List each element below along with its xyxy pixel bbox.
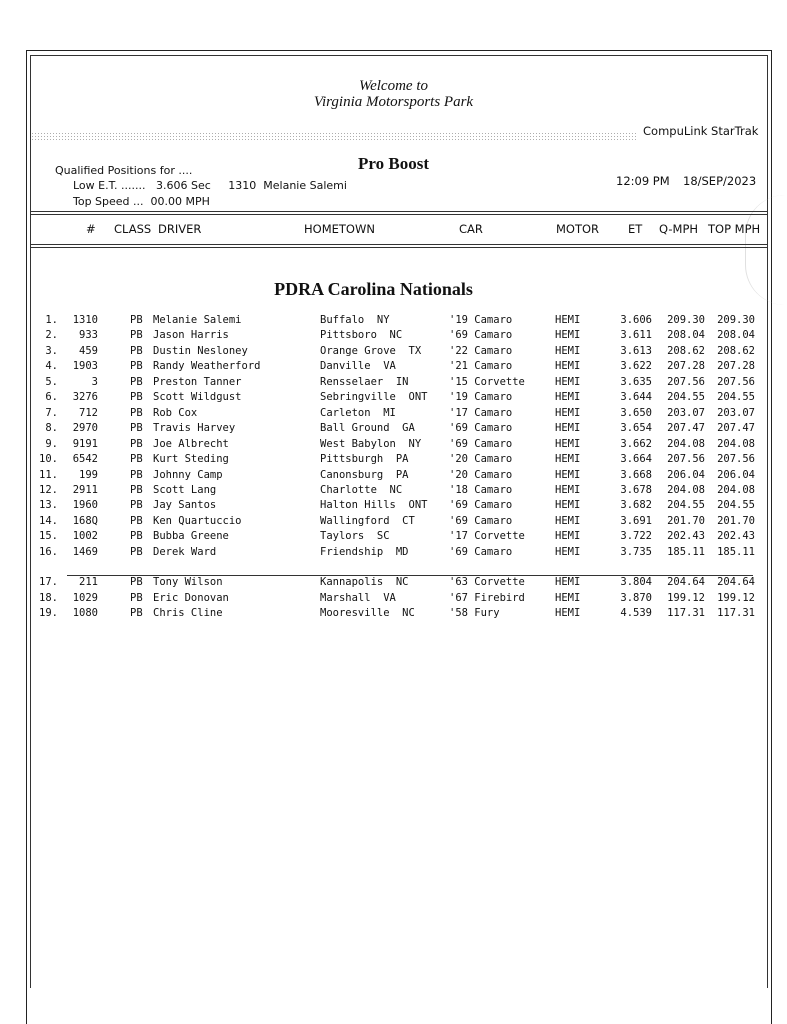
- table-row: [0, 376, 787, 391]
- cell-car: '18 Camaro: [449, 483, 513, 496]
- cell-cls: PB: [130, 453, 143, 466]
- table-row: [0, 329, 787, 344]
- top-speed-row: [73, 195, 210, 208]
- table-row: [0, 484, 787, 499]
- cell-driver: Bubba Greene: [153, 530, 229, 543]
- cell-qmph: 207.28: [667, 360, 705, 373]
- cell-num: 1002: [72, 530, 98, 543]
- cell-car: '69 Camaro: [449, 514, 513, 527]
- cell-cls: PB: [130, 591, 143, 604]
- cell-topmph: 207.56: [717, 375, 755, 388]
- cell-num: 1029: [72, 591, 98, 604]
- cell-hometown: Taylors SC: [320, 530, 390, 543]
- cell-driver: Preston Tanner: [153, 375, 242, 388]
- cell-num: 933: [79, 329, 98, 342]
- cell-pos: 12.: [39, 483, 58, 496]
- cell-motor: HEMI: [555, 406, 581, 419]
- cell-motor: HEMI: [555, 483, 581, 496]
- cell-qmph: 117.31: [667, 607, 705, 620]
- header-rule-top: [30, 211, 768, 212]
- cell-hometown: Danville VA: [320, 360, 396, 373]
- cell-motor: HEMI: [555, 314, 581, 326]
- dither-band: [31, 132, 637, 141]
- cell-cls: PB: [130, 514, 143, 527]
- low-et-value: 3.606 Sec: [156, 179, 211, 192]
- qualified-cutoff-line: [67, 575, 753, 576]
- cell-car: '69 Camaro: [449, 545, 513, 558]
- cell-et: 3.644: [620, 391, 652, 404]
- cell-driver: Derek Ward: [153, 545, 217, 558]
- table-row: [0, 438, 787, 453]
- cell-cls: PB: [130, 344, 143, 357]
- cell-topmph: 203.07: [717, 406, 755, 419]
- col-topmph: TOP MPH: [708, 222, 761, 236]
- cell-pos: 17.: [39, 576, 58, 589]
- cell-motor: HEMI: [555, 607, 581, 620]
- cell-cls: PB: [130, 437, 143, 450]
- table-row: [0, 407, 787, 422]
- cell-num: 459: [79, 344, 98, 357]
- cell-car: '69 Camaro: [449, 499, 513, 512]
- cell-driver: Ken Quartuccio: [153, 514, 242, 527]
- col-car: CAR: [459, 222, 483, 236]
- cell-motor: HEMI: [555, 329, 581, 342]
- cell-pos: 19.: [39, 607, 58, 620]
- cell-motor: HEMI: [555, 360, 581, 373]
- cell-driver: Tony Wilson: [153, 576, 223, 589]
- low-et-label: Low E.T. .......: [73, 179, 146, 192]
- cell-qmph: 204.64: [667, 576, 705, 589]
- cell-motor: HEMI: [555, 514, 581, 527]
- cell-qmph: 208.04: [667, 329, 705, 342]
- cell-topmph: 204.08: [717, 483, 755, 496]
- cell-qmph: 207.56: [667, 375, 705, 388]
- cell-topmph: 117.31: [717, 607, 755, 620]
- cell-qmph: 201.70: [667, 514, 705, 527]
- table-row: [0, 607, 787, 622]
- cell-et: 3.691: [620, 514, 652, 527]
- cell-cls: PB: [130, 406, 143, 419]
- cell-driver: Scott Wildgust: [153, 391, 242, 404]
- cell-car: '67 Firebird: [449, 591, 525, 604]
- table-row: [0, 453, 787, 468]
- cell-pos: 13.: [39, 499, 58, 512]
- cell-qmph: 204.55: [667, 391, 705, 404]
- cell-hometown: Buffalo NY: [320, 314, 390, 326]
- cell-topmph: 206.04: [717, 468, 755, 481]
- timing-system-label: CompuLink StarTrak: [643, 124, 759, 138]
- cell-topmph: 207.47: [717, 422, 755, 435]
- event-title: PDRA Carolina Nationals: [274, 279, 473, 299]
- cell-et: 3.804: [620, 576, 652, 589]
- cell-motor: HEMI: [555, 437, 581, 450]
- welcome-line: Welcome to: [358, 78, 428, 94]
- cell-et: 3.682: [620, 499, 652, 512]
- cell-hometown: Orange Grove TX: [320, 344, 422, 357]
- cell-driver: Travis Harvey: [153, 422, 236, 435]
- cell-num: 1960: [72, 499, 98, 512]
- cell-driver: Joe Albrecht: [153, 437, 229, 450]
- cell-pos: 8.: [45, 422, 58, 435]
- cell-driver: Eric Donovan: [153, 591, 229, 604]
- cell-et: 3.664: [620, 453, 652, 466]
- cell-num: 9191: [72, 437, 98, 450]
- report-time: 12:09 PM: [616, 174, 670, 188]
- cell-motor: HEMI: [555, 422, 581, 435]
- cell-car: '17 Corvette: [449, 530, 525, 543]
- cell-driver: Chris Cline: [153, 607, 223, 620]
- cell-et: 3.650: [620, 406, 652, 419]
- cell-hometown: Pittsboro NC: [320, 329, 403, 342]
- cell-num: 2911: [72, 483, 98, 496]
- table-row: [0, 592, 787, 607]
- cell-car: '69 Camaro: [449, 437, 513, 450]
- class-title: Pro Boost: [358, 154, 429, 173]
- cell-et: 3.613: [620, 344, 652, 357]
- cell-num: 2970: [72, 422, 98, 435]
- report-date: 18/SEP/2023: [683, 174, 757, 188]
- cell-driver: Randy Weatherford: [153, 360, 261, 373]
- cell-num: 1469: [72, 545, 98, 558]
- col-et: ET: [628, 222, 643, 236]
- cell-hometown: Kannapolis NC: [320, 576, 409, 589]
- cell-motor: HEMI: [555, 530, 581, 543]
- cell-pos: 10.: [39, 453, 58, 466]
- cell-car: '20 Camaro: [449, 453, 513, 466]
- cell-qmph: 207.56: [667, 453, 705, 466]
- cell-hometown: Halton Hills ONT: [320, 499, 428, 512]
- cell-hometown: Ball Ground GA: [320, 422, 415, 435]
- cell-cls: PB: [130, 499, 143, 512]
- cell-et: 3.662: [620, 437, 652, 450]
- cell-et: 3.611: [620, 329, 652, 342]
- cell-pos: 18.: [39, 591, 58, 604]
- cell-cls: PB: [130, 576, 143, 589]
- cell-hometown: Mooresville NC: [320, 607, 415, 620]
- cell-topmph: 204.55: [717, 391, 755, 404]
- col-motor: MOTOR: [556, 222, 600, 236]
- cell-qmph: 204.08: [667, 437, 705, 450]
- cell-et: 3.678: [620, 483, 652, 496]
- cell-cls: PB: [130, 422, 143, 435]
- cell-topmph: 204.64: [717, 576, 755, 589]
- cell-pos: 7.: [45, 406, 58, 419]
- cell-cls: PB: [130, 329, 143, 342]
- cell-car: '19 Camaro: [449, 314, 513, 326]
- cell-qmph: 204.55: [667, 499, 705, 512]
- cell-num: 211: [79, 576, 98, 589]
- cell-et: 3.635: [620, 375, 652, 388]
- cell-topmph: 204.08: [717, 437, 755, 450]
- cell-et: 3.870: [620, 591, 652, 604]
- cell-motor: HEMI: [555, 453, 581, 466]
- cell-qmph: 185.11: [667, 545, 705, 558]
- cell-cls: PB: [130, 483, 143, 496]
- cell-et: 3.735: [620, 545, 652, 558]
- cell-hometown: West Babylon NY: [320, 437, 422, 450]
- cell-topmph: 199.12: [717, 591, 755, 604]
- cell-topmph: 208.04: [717, 329, 755, 342]
- cell-motor: HEMI: [555, 375, 581, 388]
- cell-hometown: Rensselaer IN: [320, 375, 409, 388]
- cell-pos: 4.: [45, 360, 58, 373]
- cell-qmph: 209.30: [667, 314, 705, 326]
- cell-driver: Dustin Nesloney: [153, 344, 248, 357]
- cell-cls: PB: [130, 607, 143, 620]
- cell-et: 3.606: [620, 314, 652, 326]
- cell-car: '15 Corvette: [449, 375, 525, 388]
- cell-car: '69 Camaro: [449, 329, 513, 342]
- cell-hometown: Marshall VA: [320, 591, 396, 604]
- cell-cls: PB: [130, 530, 143, 543]
- table-row: [0, 546, 787, 561]
- cell-qmph: 204.08: [667, 483, 705, 496]
- cell-motor: HEMI: [555, 344, 581, 357]
- low-et-row: [73, 179, 347, 192]
- cell-hometown: Friendship MD: [320, 545, 409, 558]
- cell-hometown: Pittsburgh PA: [320, 453, 409, 466]
- cell-pos: 1.: [45, 314, 58, 326]
- cell-driver: Rob Cox: [153, 406, 198, 419]
- cell-pos: 3.: [45, 344, 58, 357]
- table-row: [0, 360, 787, 375]
- table-row: [0, 314, 787, 329]
- table-row: [0, 345, 787, 360]
- cell-topmph: 208.62: [717, 344, 755, 357]
- cell-pos: 15.: [39, 530, 58, 543]
- cell-driver: Scott Lang: [153, 483, 217, 496]
- col-class: CLASS: [114, 222, 152, 236]
- cell-et: 3.622: [620, 360, 652, 373]
- cell-topmph: 201.70: [717, 514, 755, 527]
- top-speed-label: Top Speed ...: [73, 195, 144, 208]
- cell-driver: Johnny Camp: [153, 468, 223, 481]
- cell-topmph: 204.55: [717, 499, 755, 512]
- cell-cls: PB: [130, 391, 143, 404]
- cell-num: 199: [79, 468, 98, 481]
- top-speed-value: 00.00 MPH: [150, 195, 210, 208]
- cell-num: 1310: [72, 314, 98, 326]
- cell-driver: Jason Harris: [153, 329, 229, 342]
- cell-cls: PB: [130, 375, 143, 388]
- cell-motor: HEMI: [555, 391, 581, 404]
- table-row: [0, 530, 787, 545]
- col-hometown: HOMETOWN: [304, 222, 375, 236]
- cell-hometown: Carleton MI: [320, 406, 396, 419]
- cell-hometown: Canonsburg PA: [320, 468, 409, 481]
- table-row: [0, 391, 787, 406]
- cell-et: 3.668: [620, 468, 652, 481]
- cell-topmph: 209.30: [717, 314, 755, 326]
- cell-pos: 6.: [45, 391, 58, 404]
- qualified-positions-label: Qualified Positions for ....: [55, 164, 193, 177]
- cell-hometown: Charlotte NC: [320, 483, 403, 496]
- cell-qmph: 207.47: [667, 422, 705, 435]
- cell-pos: 11.: [39, 468, 58, 481]
- cell-cls: PB: [130, 314, 143, 326]
- cell-cls: PB: [130, 468, 143, 481]
- cell-qmph: 208.62: [667, 344, 705, 357]
- header-rule-top-2: [30, 214, 768, 215]
- col-number: #: [86, 222, 96, 236]
- table-row: [0, 515, 787, 530]
- cell-driver: Jay Santos: [153, 499, 217, 512]
- cell-car: '22 Camaro: [449, 344, 513, 357]
- cell-pos: 16.: [39, 545, 58, 558]
- cell-num: 1080: [72, 607, 98, 620]
- cell-topmph: 185.11: [717, 545, 755, 558]
- table-row: [0, 576, 787, 591]
- cell-pos: 5.: [45, 375, 58, 388]
- cell-et: 3.722: [620, 530, 652, 543]
- cell-car: '21 Camaro: [449, 360, 513, 373]
- cell-topmph: 207.56: [717, 453, 755, 466]
- cell-pos: 14.: [39, 514, 58, 527]
- cell-num: 3276: [72, 391, 98, 404]
- cell-car: '63 Corvette: [449, 576, 525, 589]
- cell-topmph: 207.28: [717, 360, 755, 373]
- header-rule-bottom: [30, 244, 768, 245]
- cell-car: '17 Camaro: [449, 406, 513, 419]
- cell-car: '20 Camaro: [449, 468, 513, 481]
- cell-et: 4.539: [620, 607, 652, 620]
- cell-motor: HEMI: [555, 591, 581, 604]
- cell-et: 3.654: [620, 422, 652, 435]
- cell-hometown: Sebringville ONT: [320, 391, 428, 404]
- cell-driver: Melanie Salemi: [153, 314, 242, 326]
- low-et-number: 1310: [228, 179, 257, 192]
- cell-cls: PB: [130, 545, 143, 558]
- cell-qmph: 203.07: [667, 406, 705, 419]
- table-row: [0, 469, 787, 484]
- cell-num: 6542: [72, 453, 98, 466]
- cell-qmph: 206.04: [667, 468, 705, 481]
- cell-cls: PB: [130, 360, 143, 373]
- cell-motor: HEMI: [555, 468, 581, 481]
- cell-hometown: Wallingford CT: [320, 514, 415, 527]
- cell-num: 1903: [72, 360, 98, 373]
- cell-motor: HEMI: [555, 545, 581, 558]
- cell-pos: 9.: [45, 437, 58, 450]
- cell-qmph: 202.43: [667, 530, 705, 543]
- table-row: [0, 499, 787, 514]
- cell-topmph: 202.43: [717, 530, 755, 543]
- cell-num: 712: [79, 406, 98, 419]
- cell-driver: Kurt Steding: [153, 453, 229, 466]
- col-driver: DRIVER: [158, 222, 202, 236]
- track-name: Virginia Motorsports Park: [313, 94, 474, 110]
- header-rule-bottom-2: [30, 247, 768, 248]
- cell-motor: HEMI: [555, 576, 581, 589]
- col-qmph: Q-MPH: [659, 222, 699, 236]
- table-row: [0, 422, 787, 437]
- cell-car: '69 Camaro: [449, 422, 513, 435]
- cell-motor: HEMI: [555, 499, 581, 512]
- low-et-driver: Melanie Salemi: [263, 179, 347, 192]
- cell-car: '58 Fury: [449, 607, 500, 620]
- cell-pos: 2.: [45, 329, 58, 342]
- cell-num: 168Q: [72, 514, 98, 527]
- cell-car: '19 Camaro: [449, 391, 513, 404]
- cell-num: 3: [91, 375, 98, 388]
- cell-qmph: 199.12: [667, 591, 705, 604]
